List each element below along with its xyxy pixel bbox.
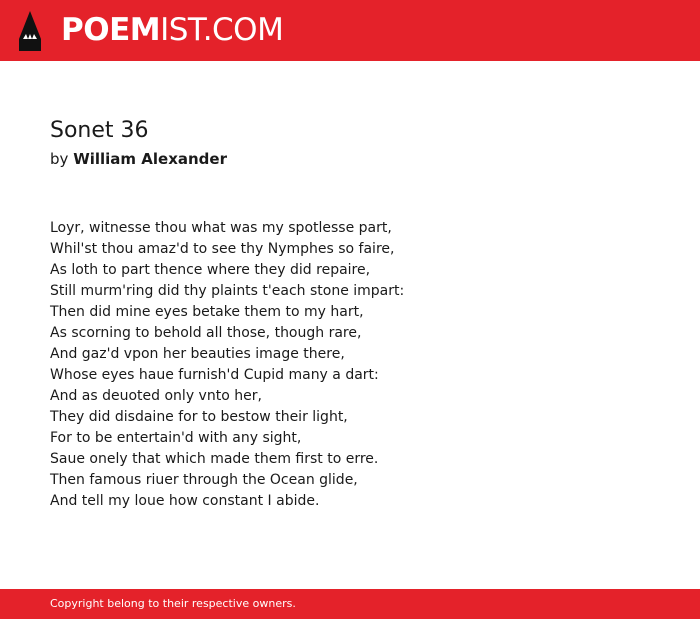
poem-line: And gaz'd vpon her beauties image there,: [50, 346, 345, 362]
poem-line: Then famous riuer through the Ocean glide,: [50, 472, 358, 488]
poem-title: Sonet 36: [50, 118, 149, 143]
brand-light-text: IST.COM: [160, 12, 284, 48]
poem-line: As scorning to behold all those, though rare,: [50, 325, 362, 341]
pencil-icon: [18, 10, 42, 51]
by-label: by: [50, 150, 69, 168]
poem-line: Saue onely that which made them first to erre.: [50, 451, 379, 467]
poem-line: And as deuoted only vnto her,: [50, 388, 262, 404]
site-header: [0, 0, 700, 61]
site-footer: [0, 589, 700, 619]
poem-line: And tell my loue how constant I abide.: [50, 493, 320, 509]
poem-line: Then did mine eyes betake them to my hart,: [50, 304, 364, 320]
copyright-text: Copyright belong to their respective owners.: [50, 597, 296, 610]
poem-body: [50, 218, 404, 512]
poem-line: They did disdaine for to bestow their light,: [50, 409, 348, 425]
poem-line: As loth to part thence where they did repaire,: [50, 262, 371, 278]
author-name: William Alexander: [73, 150, 227, 168]
byline: [50, 149, 227, 169]
site-logo[interactable]: [61, 12, 283, 48]
brand-bold-text: POEM: [61, 12, 161, 48]
poem-line: Whil'st thou amaz'd to see thy Nymphes so faire,: [50, 241, 395, 257]
poem-line: Still murm'ring did thy plaints t'each stone impart:: [50, 283, 405, 299]
poem-line: For to be entertain'd with any sight,: [50, 430, 302, 446]
poem-line: Loyr, witnesse thou what was my spotlesse part,: [50, 220, 392, 236]
poem-line: Whose eyes haue furnish'd Cupid many a dart:: [50, 367, 379, 383]
